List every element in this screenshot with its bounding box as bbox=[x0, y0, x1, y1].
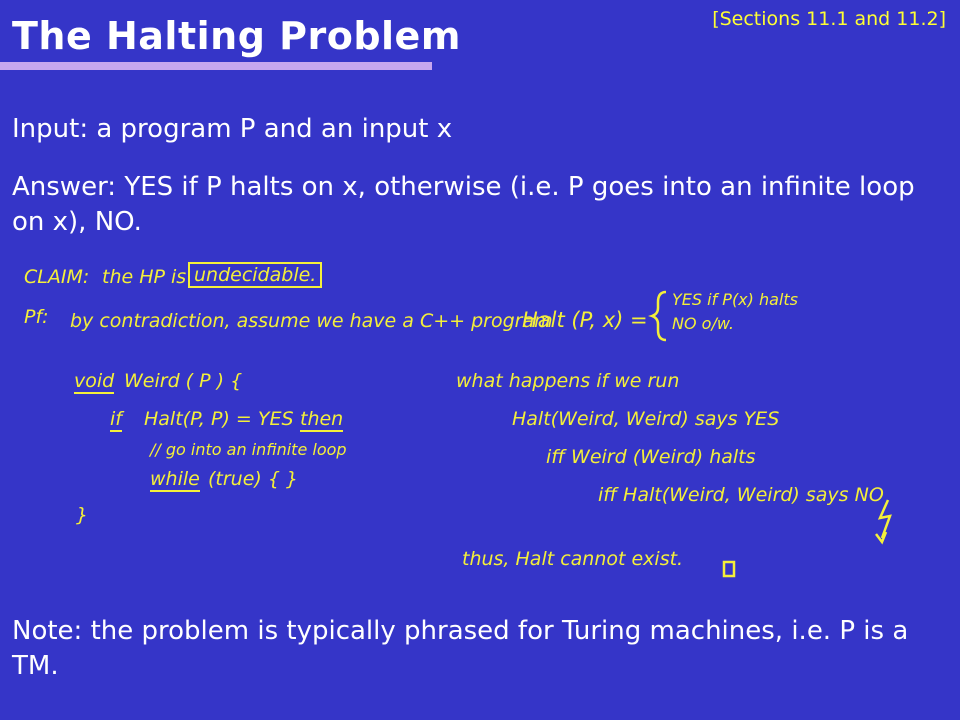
note-line: Note: the problem is typically phrased for Turing machines, i.e. P is a TM. bbox=[12, 616, 909, 681]
claim-label: CLAIM: bbox=[24, 266, 90, 288]
code-comment: // go into an infinite loop bbox=[150, 440, 347, 459]
reasoning-line-3: iff Weird (Weird) halts bbox=[546, 446, 756, 468]
code-close-brace: } bbox=[76, 504, 89, 526]
code-while-rest: (true) { } bbox=[208, 468, 299, 490]
case-yes: YES if P(x) halts bbox=[672, 290, 798, 309]
claim-boxed-word: undecidable. bbox=[188, 262, 322, 288]
cases-brace bbox=[652, 292, 666, 340]
pf-label: Pf: bbox=[24, 306, 49, 328]
pf-text: by contradiction, assume we have a C++ program bbox=[70, 310, 553, 332]
code-if: if bbox=[110, 408, 122, 430]
code-void: void bbox=[74, 370, 115, 392]
reasoning-line-4: iff Halt(Weird, Weird) says NO bbox=[598, 484, 884, 506]
code-then: then bbox=[300, 408, 344, 430]
qed-box bbox=[724, 562, 734, 576]
reasoning-line-5: thus, Halt cannot exist. bbox=[462, 548, 684, 570]
reasoning-line-1: what happens if we run bbox=[456, 370, 680, 392]
sections-reference: [Sections 11.1 and 11.2] bbox=[712, 8, 946, 30]
code-condition: Halt(P, P) = YES bbox=[144, 408, 294, 430]
input-line: Input: a program P and an input x bbox=[12, 114, 453, 144]
code-while: while bbox=[150, 468, 200, 490]
halt-call: Halt (P, x) = bbox=[522, 308, 648, 332]
case-no: NO o/w. bbox=[672, 314, 734, 333]
reasoning-line-2: Halt(Weird, Weird) says YES bbox=[512, 408, 780, 430]
claim-text: the HP is bbox=[102, 266, 187, 288]
slide-title: The Halting Problem bbox=[12, 14, 461, 58]
answer-line: Answer: YES if P halts on x, otherwise (i.e. P goes into an infinite loop on x), NO. bbox=[12, 172, 915, 237]
contradiction-arrowhead bbox=[876, 532, 886, 542]
code-signature: Weird ( P ) { bbox=[124, 370, 243, 392]
